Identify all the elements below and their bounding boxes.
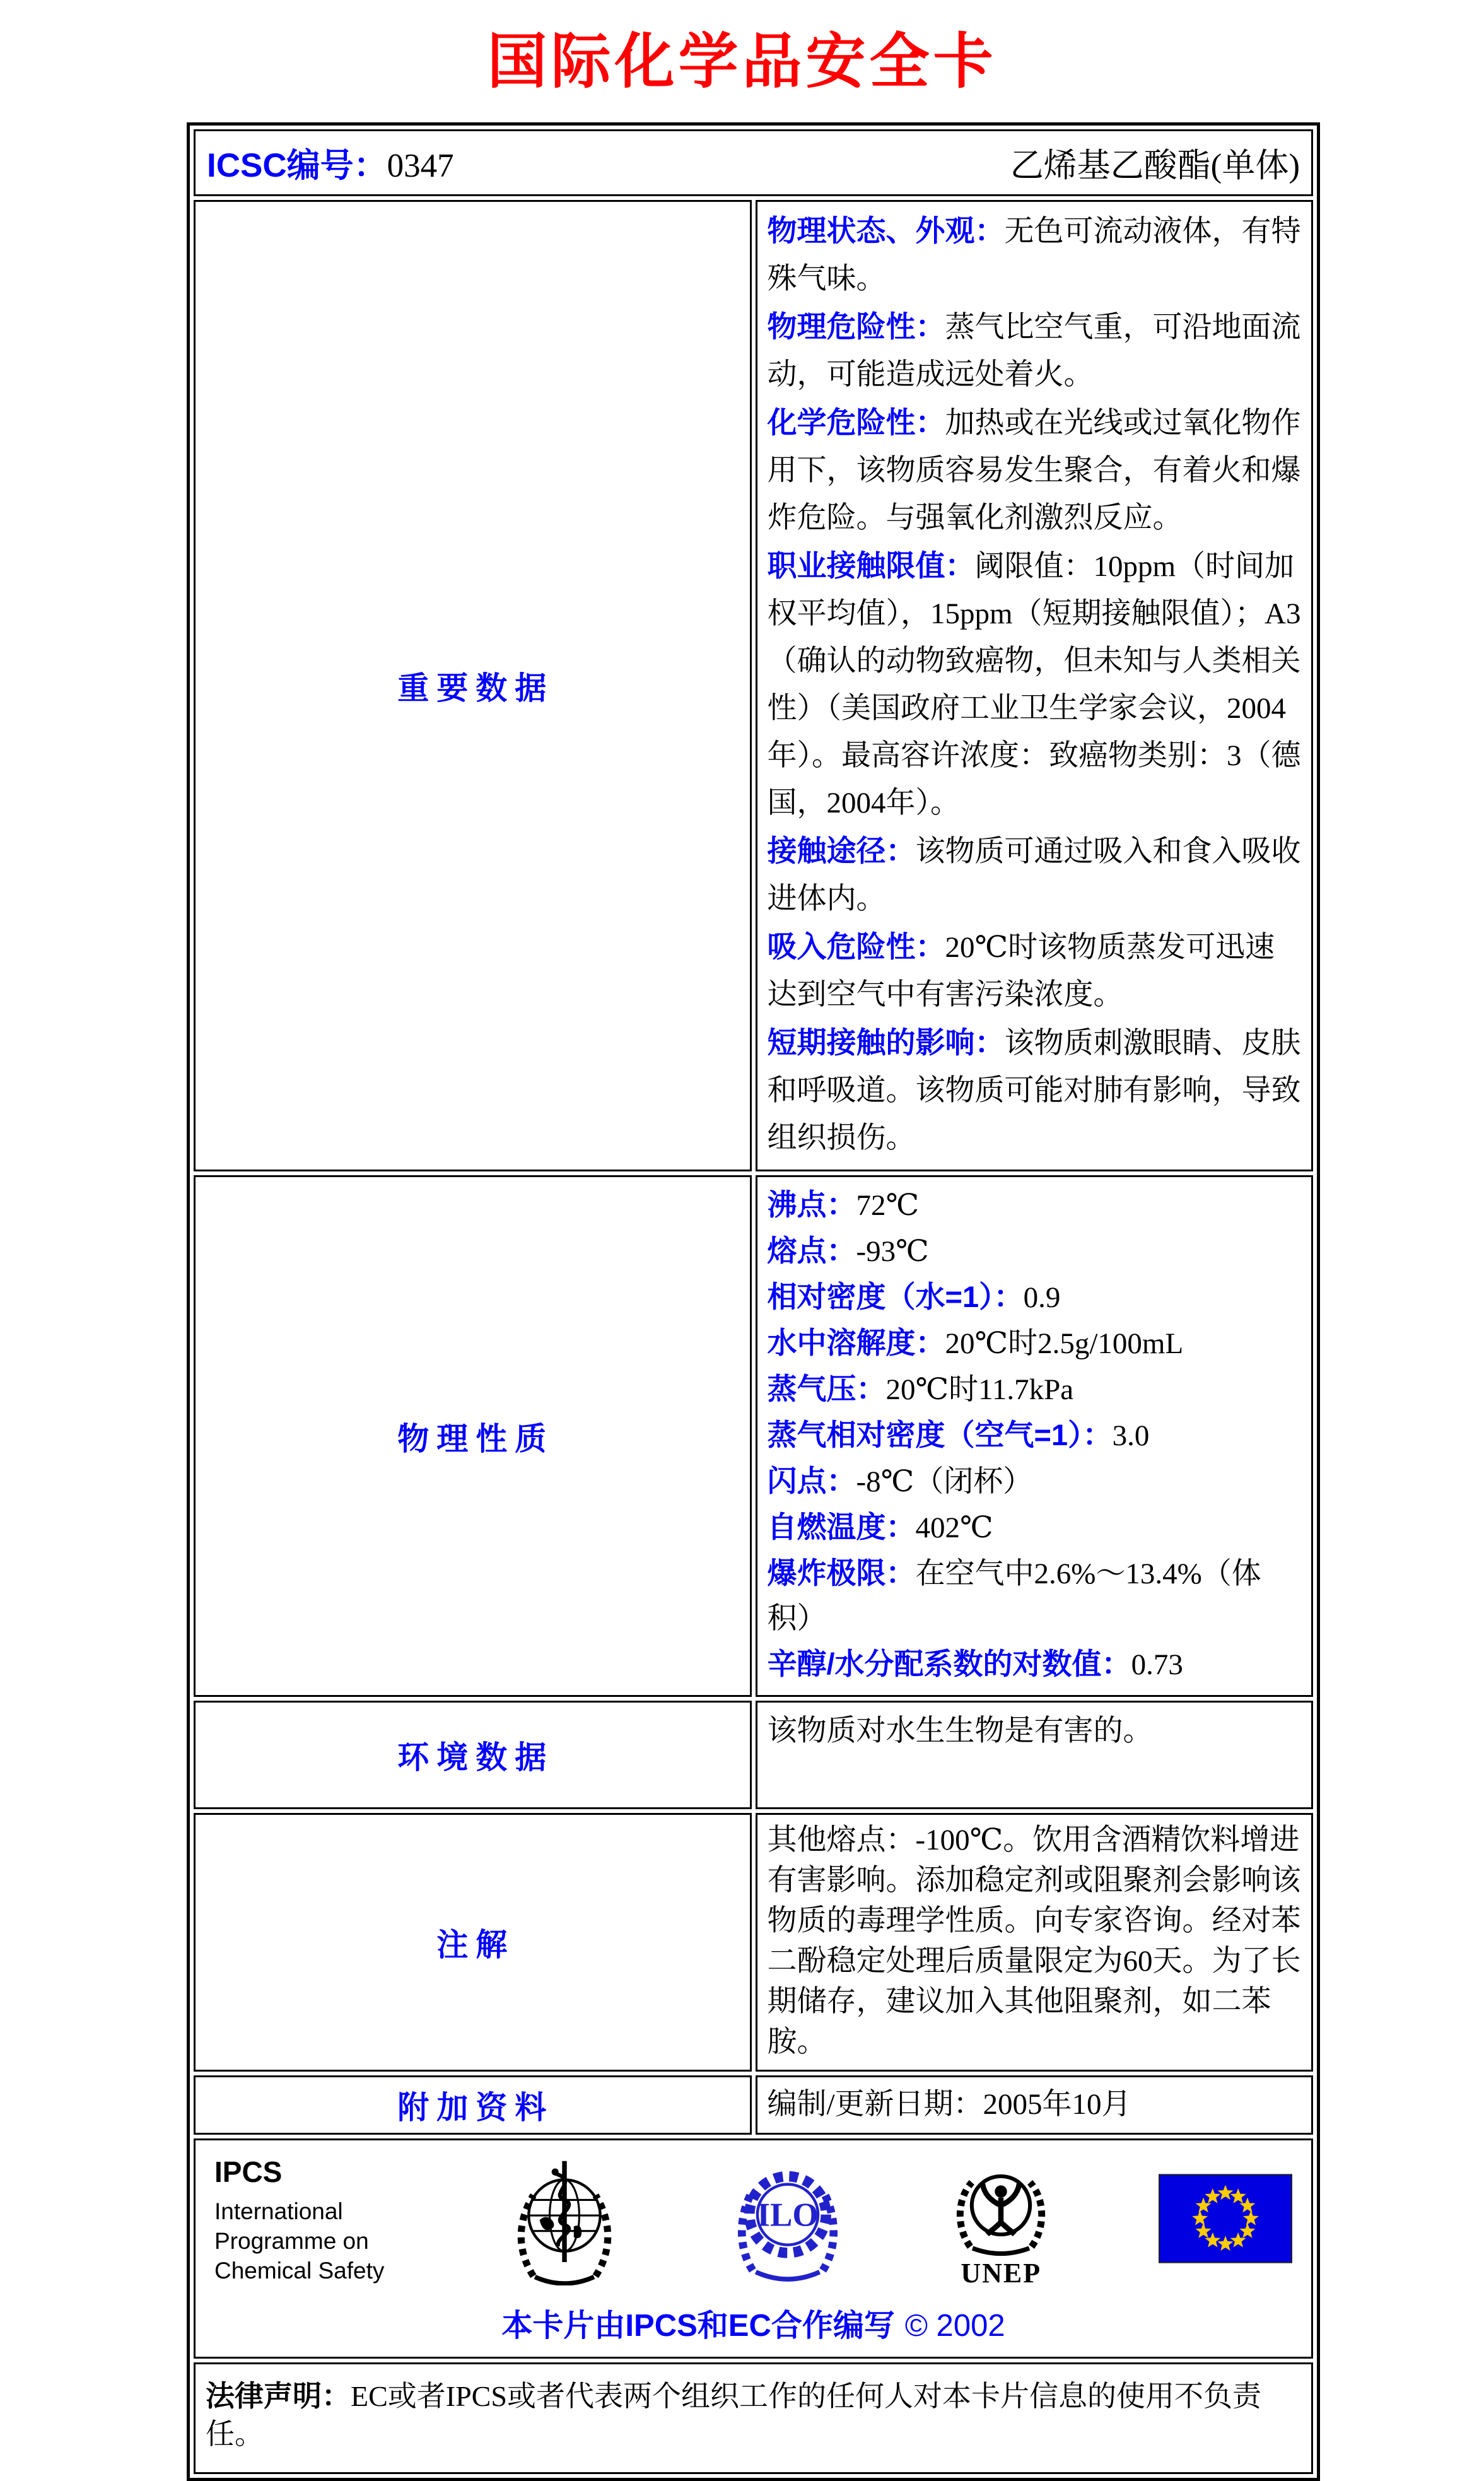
field-routes-of-exposure bbox=[768, 827, 1302, 923]
field-key: 熔点： bbox=[767, 1234, 856, 1267]
legal-notice-label: 法律声明： bbox=[206, 2379, 351, 2412]
field-physical-state-appearance bbox=[768, 207, 1302, 303]
row-label-additional-info: 附加资料 bbox=[194, 2075, 752, 2135]
icsc-card-table bbox=[187, 122, 1320, 2481]
who-logo-icon bbox=[501, 2152, 628, 2289]
field-value: 402℃ bbox=[915, 1511, 993, 1544]
additional-info-row bbox=[194, 2075, 1313, 2135]
row-label-environmental-data: 环境数据 bbox=[194, 1701, 752, 1809]
field-melting-point bbox=[768, 1228, 1302, 1274]
field-value: 3.0 bbox=[1112, 1419, 1150, 1452]
field-key: 物理危险性： bbox=[767, 310, 945, 343]
field-autoignition-temperature bbox=[768, 1504, 1302, 1551]
field-value: 20℃时该物质蒸发可迅速达到空气中有害污染浓度。 bbox=[767, 931, 1275, 1011]
field-flash-point bbox=[768, 1458, 1302, 1504]
field-vapor-relative-density bbox=[768, 1412, 1302, 1458]
cooperation-caption bbox=[212, 2301, 1295, 2345]
footer-logos-cell bbox=[194, 2138, 1313, 2359]
row-label-physical-properties: 物理性质 bbox=[194, 1175, 752, 1697]
field-key: 短期接触的影响： bbox=[767, 1026, 1005, 1059]
footer-logos-row bbox=[194, 2138, 1313, 2359]
field-value: -93℃ bbox=[856, 1235, 929, 1268]
field-short-term-exposure-effects bbox=[768, 1019, 1302, 1162]
field-key: 蒸气压： bbox=[767, 1372, 886, 1405]
field-key: 吸入危险性： bbox=[767, 930, 945, 963]
field-key: 闪点： bbox=[767, 1464, 856, 1498]
field-value: 该物质可通过吸入和食入吸收进体内。 bbox=[767, 835, 1301, 915]
field-physical-hazard bbox=[768, 303, 1302, 399]
important-data-row bbox=[194, 200, 1313, 1171]
field-relative-density bbox=[768, 1274, 1302, 1320]
header-cell bbox=[194, 129, 1313, 196]
physical-properties-row bbox=[194, 1175, 1313, 1697]
field-value: 0.73 bbox=[1131, 1648, 1183, 1681]
eu-flag-icon bbox=[1159, 2174, 1292, 2267]
field-value: 20℃时11.7kPa bbox=[885, 1373, 1074, 1406]
cooperation-caption-text: 本卡片由IPCS和EC合作编写 bbox=[501, 2309, 895, 2343]
field-value: 无色可流动液体，有特殊气味。 bbox=[767, 215, 1301, 295]
page-title: 国际化学品安全卡 bbox=[487, 28, 997, 95]
field-key: 化学危险性： bbox=[767, 406, 945, 439]
field-water-solubility bbox=[768, 1320, 1302, 1366]
field-key: 自燃温度： bbox=[767, 1510, 916, 1544]
field-value: 蒸气比空气重，可沿地面流动，可能造成远处着火。 bbox=[767, 311, 1301, 391]
header-row bbox=[194, 129, 1313, 196]
field-occupational-exposure-limits bbox=[768, 542, 1302, 827]
environmental-data-row bbox=[194, 1701, 1313, 1809]
notes-content: 其他熔点：-100℃。饮用含酒精饮料增进有害影响。添加稳定剂或阻聚剂会影响该物质的毒理学性质。向专家咨询。经对苯二酚稳定处理后质量限定为60天。为了长期储存，建议加入其他阻聚剂，如二苯胺。 bbox=[756, 1813, 1314, 2072]
ipcs-line: Programme on bbox=[214, 2228, 369, 2254]
ilo-logo-icon bbox=[732, 2149, 844, 2291]
field-key: 相对密度（水=1）： bbox=[767, 1280, 1024, 1313]
ipcs-line: Chemical Safety bbox=[214, 2258, 385, 2284]
ipcs-acronym: IPCS bbox=[214, 2155, 283, 2188]
unep-logo-text: UNEP bbox=[961, 2257, 1042, 2289]
field-value: 加热或在光线或过氧化物作用下，该物质容易发生聚合，有着火和爆炸危险。与强氧化剂激烈反应。 bbox=[767, 407, 1301, 534]
icsc-number-group bbox=[207, 139, 454, 187]
field-value: 在空气中2.6%～13.4%（体积） bbox=[767, 1557, 1261, 1635]
icsc-number-value: 0347 bbox=[387, 148, 454, 184]
header-flex bbox=[207, 139, 1300, 187]
unep-logo-block bbox=[947, 2152, 1055, 2289]
field-octanol-water-partition bbox=[768, 1641, 1302, 1687]
field-value: 20℃时2.5g/100mL bbox=[945, 1327, 1184, 1360]
ilo-logo-text: ILO bbox=[756, 2197, 819, 2234]
legal-notice-cell bbox=[194, 2362, 1313, 2474]
chemical-name: 乙烯基乙酸酯(单体) bbox=[1010, 148, 1300, 184]
row-label-notes: 注解 bbox=[194, 1813, 752, 2072]
field-key: 职业接触限值： bbox=[767, 549, 975, 582]
field-value: -8℃（闭杯） bbox=[856, 1465, 1033, 1498]
field-value: 72℃ bbox=[856, 1189, 920, 1222]
field-key: 蒸气相对密度（空气=1）： bbox=[767, 1418, 1113, 1452]
environmental-data-content: 该物质对水生生物是有害的。 bbox=[756, 1701, 1314, 1809]
field-key: 沸点： bbox=[767, 1188, 856, 1221]
physical-properties-content bbox=[756, 1175, 1314, 1697]
field-key: 物理状态、外观： bbox=[767, 214, 1005, 247]
legal-notice-row bbox=[194, 2362, 1313, 2474]
field-value: 0.9 bbox=[1023, 1281, 1061, 1314]
field-vapor-pressure bbox=[768, 1366, 1302, 1412]
icsc-number-label: ICSC编号： bbox=[207, 147, 387, 184]
logos-strip bbox=[212, 2149, 1295, 2291]
field-boiling-point bbox=[768, 1182, 1302, 1228]
important-data-content bbox=[756, 200, 1314, 1171]
field-value: 该物质刺激眼睛、皮肤和呼吸道。该物质可能对肺有影响，导致组织损伤。 bbox=[767, 1027, 1301, 1154]
field-key: 水中溶解度： bbox=[767, 1326, 945, 1359]
field-explosive-limits bbox=[768, 1551, 1302, 1641]
ipcs-text-block bbox=[214, 2155, 397, 2285]
legal-notice-text: EC或者IPCS或者代表两个组织工作的任何人对本卡片信息的使用不负责任。 bbox=[206, 2380, 1261, 2450]
field-key: 爆炸极限： bbox=[767, 1556, 916, 1590]
copyright-text: © 2002 bbox=[904, 2309, 1005, 2343]
field-key: 接触途径： bbox=[767, 834, 916, 867]
notes-row bbox=[194, 1813, 1313, 2072]
additional-info-content: 编制/更新日期：2005年10月 bbox=[756, 2075, 1314, 2135]
field-chemical-hazard bbox=[768, 399, 1302, 542]
row-label-important-data: 重要数据 bbox=[194, 200, 752, 1171]
field-key: 辛醇/水分配系数的对数值： bbox=[767, 1647, 1131, 1680]
field-value: 阈限值：10ppm（时间加权平均值），15ppm（短期接触限值）；A3（确认的动物致癌物，但未知与人类相关性）（美国政府工业卫生学家会议，2004年）。最高容许浓度：致癌物类别：3（德国，2004年）。 bbox=[767, 550, 1301, 819]
ipcs-line: International bbox=[214, 2198, 343, 2224]
field-inhalation-risk bbox=[768, 923, 1302, 1019]
